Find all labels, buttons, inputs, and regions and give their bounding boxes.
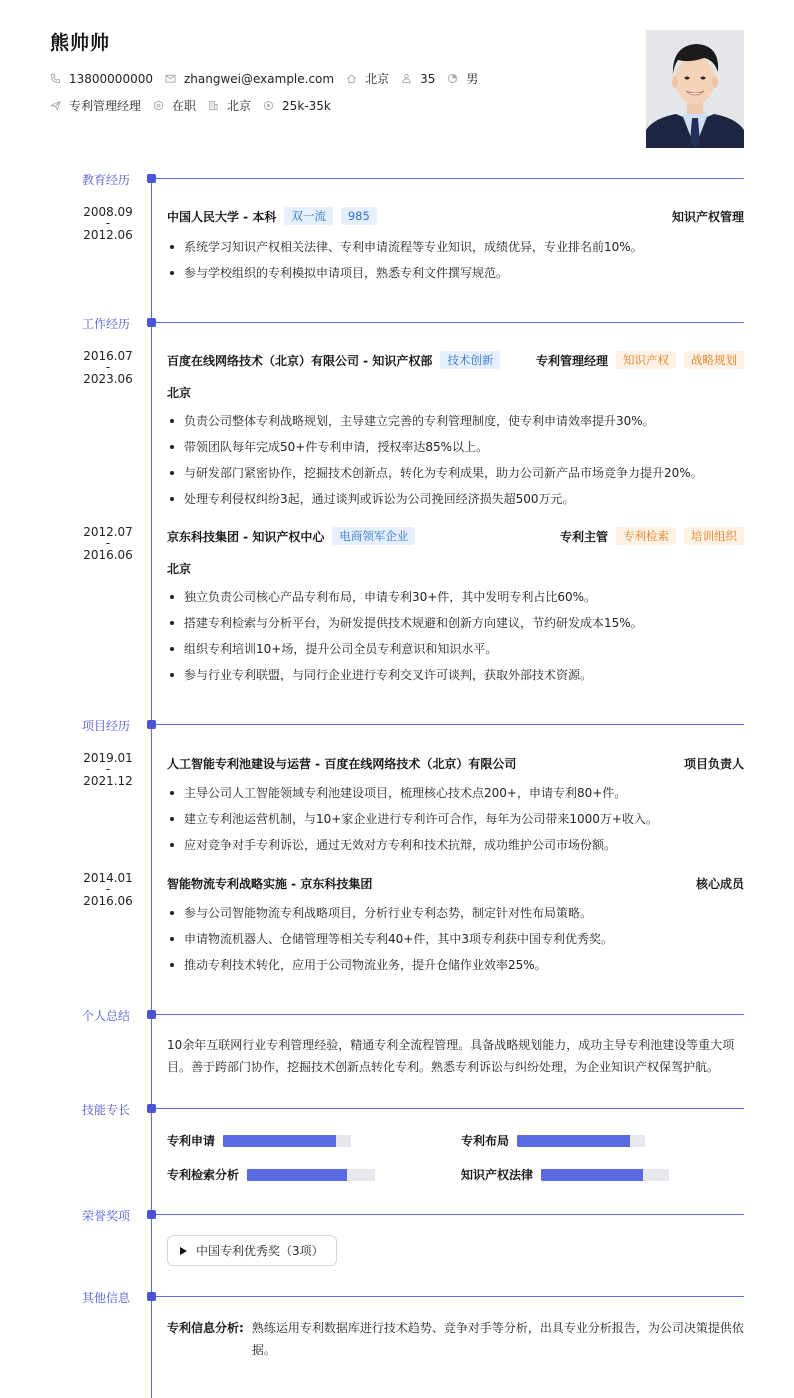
role-title: 专利管理经理	[535, 353, 608, 368]
phone-item	[50, 72, 153, 86]
location-text: 北京	[365, 72, 390, 86]
skill-name: 专利检索分析	[167, 1168, 240, 1182]
project-header	[167, 755, 744, 772]
job-target-text: 专利管理经理	[69, 99, 142, 113]
section-title-summary: 个人总结	[82, 1009, 131, 1023]
section-divider	[156, 724, 744, 725]
coin-icon	[263, 100, 274, 111]
contact-row	[50, 70, 490, 87]
company-name: 京东科技集团 - 知识产权中心	[167, 529, 325, 544]
list-item: 负责公司整体专利战略规划，主导建立完善的专利管理制度，使专利申请效率提升30%。	[167, 412, 744, 438]
summary-line: 10余年互联网行业专利管理经验，精通专利全流程管理。具备战略规划能力，成功主导专利池建设等重大项	[167, 1038, 735, 1052]
list-item: 系统学习知识产权相关法律、专利申请流程等专业知识，成绩优异，专业排名前10%。	[167, 238, 744, 264]
age-text: 35	[420, 71, 436, 86]
project-role: 项目负责人	[683, 757, 744, 771]
list-item: 与研发部门紧密协作，挖掘技术创新点，转化为专利成果，助力公司新产品市场竞争力提升20%。	[167, 464, 744, 490]
date-start: 2008.09	[83, 205, 133, 219]
work-location: 北京	[167, 562, 192, 576]
section-dot	[147, 720, 156, 729]
company-tag: 电商领军企业	[332, 527, 415, 545]
section-dot	[147, 1210, 156, 1219]
section-dot	[147, 318, 156, 327]
skill-item	[461, 1166, 669, 1183]
list-item: 独立负责公司核心产品专利布局，申请专利30+件，其中发明专利占比60%。	[167, 588, 744, 614]
section-divider	[156, 1296, 744, 1297]
education-header	[167, 207, 744, 225]
other-info	[167, 1317, 747, 1361]
candidate-name: 熊帅帅	[50, 32, 111, 54]
work-header	[167, 351, 744, 369]
skill-bar-fill	[223, 1135, 336, 1147]
role-group	[560, 527, 744, 545]
skill-bar	[223, 1135, 351, 1147]
project-header	[167, 875, 744, 892]
date-end: 2021.12	[83, 774, 133, 788]
skill-name: 知识产权法律	[461, 1168, 534, 1182]
work-bullets	[167, 588, 744, 692]
email-text: zhangwei@example.com	[183, 71, 335, 86]
email-item	[165, 72, 334, 86]
education-bullets	[167, 238, 744, 290]
mail-icon	[165, 73, 176, 84]
salary-text: 25k-35k	[282, 98, 331, 113]
other-info-value	[252, 1317, 744, 1361]
skill-bar	[517, 1135, 645, 1147]
section-divider	[156, 322, 744, 323]
date-end: 2023.06	[83, 372, 133, 386]
skill-bar	[247, 1169, 375, 1181]
education-date: 2008.09 - 2012.06	[83, 205, 133, 242]
project-title: 人工智能专利池建设与运营 - 百度在线网络技术（北京）有限公司	[167, 757, 517, 771]
status-item	[153, 97, 196, 114]
list-item: 参与行业专利联盟，与同行企业进行专利交叉许可谈判，获取外部技术资源。	[167, 666, 744, 692]
list-item: 组织专利培训10+场，提升公司全员专利意识和知识水平。	[167, 640, 744, 666]
work-bullets	[167, 412, 744, 516]
list-item: 推动专利技术转化，应用于公司物流业务，提升仓储作业效率25%。	[167, 956, 744, 982]
city-item	[208, 97, 251, 114]
list-item: 处理专利侵权纠纷3起，通过谈判或诉讼为公司挽回经济损失超500万元。	[167, 490, 744, 516]
section-divider	[156, 1014, 744, 1015]
gear-icon	[153, 100, 164, 111]
city-text: 北京	[227, 99, 252, 113]
skill-bar-fill	[517, 1135, 630, 1147]
project-date: 2014.01 - 2016.06	[83, 871, 133, 908]
date-start: 2012.07	[83, 525, 133, 539]
school-tag: 双一流	[284, 207, 333, 225]
date-end: 2016.06	[83, 894, 133, 908]
job-target-item	[50, 97, 141, 114]
list-item: 应对竞争对手专利诉讼，通过无效对方专利和技术抗辩，成功维护公司市场份额。	[167, 836, 744, 862]
profile-photo	[646, 30, 744, 148]
summary-text	[167, 1034, 747, 1078]
skill-bar	[541, 1169, 669, 1181]
phone-text: 13800000000	[69, 71, 153, 86]
skill-bar-fill	[541, 1169, 643, 1181]
company-name: 百度在线网络技术（北京）有限公司 - 知识产权部	[167, 353, 433, 368]
gender-icon	[447, 73, 458, 84]
section-dot	[147, 1010, 156, 1019]
other-info-key: 专利信息分析:	[167, 1321, 244, 1335]
salary-item	[263, 99, 331, 113]
project-title: 智能物流专利战略实施 - 京东科技集团	[167, 877, 373, 891]
other-info-line: 据。	[251, 1343, 276, 1357]
award-label: 中国专利优秀奖（3项）	[196, 1244, 324, 1258]
section-title-other: 其他信息	[82, 1291, 131, 1305]
gender-text: 男	[466, 72, 479, 86]
section-dot	[147, 1292, 156, 1301]
list-item: 主导公司人工智能领域专利池建设项目，梳理核心技术点200+，申请专利80+件。	[167, 784, 744, 810]
project-role: 核心成员	[695, 877, 744, 891]
company-tag: 技术创新	[440, 351, 500, 369]
list-item: 参与公司智能物流专利战略项目，分析行业专利态势，制定针对性布局策略。	[167, 904, 744, 930]
home-icon	[346, 73, 357, 84]
date-start: 2016.07	[83, 349, 133, 363]
date-start: 2019.01	[83, 751, 133, 765]
other-info-line: 熟练运用专利数据库进行技术趋势、竞争对手等分析，出具专业分析报告，为公司决策提供依	[251, 1321, 744, 1335]
work-header	[167, 527, 744, 545]
date-start: 2014.01	[83, 871, 133, 885]
role-tag: 专利检索	[616, 527, 676, 545]
send-icon	[50, 100, 61, 111]
school-name: 中国人民大学 - 本科	[167, 209, 277, 224]
work-date: 2012.07 - 2016.06	[83, 525, 133, 562]
location-item	[346, 70, 389, 87]
job-intent-row	[50, 97, 343, 114]
age-item	[401, 72, 435, 86]
section-title-projects: 项目经历	[82, 719, 131, 733]
section-dot	[147, 174, 156, 183]
list-item: 带领团队每年完成50+件专利申请，授权率达85%以上。	[167, 438, 744, 464]
building-icon	[208, 100, 219, 111]
skill-item	[167, 1166, 375, 1183]
person-icon	[401, 73, 412, 84]
work-date: 2016.07 - 2023.06	[83, 349, 133, 386]
skill-bar-fill	[247, 1169, 347, 1181]
major: 知识产权管理	[671, 209, 744, 224]
date-end: 2016.06	[83, 548, 133, 562]
skill-name: 专利布局	[461, 1134, 510, 1148]
section-title-skills: 技能专长	[82, 1103, 131, 1117]
play-triangle-icon	[180, 1247, 187, 1255]
list-item: 参与学校组织的专利模拟申请项目，熟悉专利文件撰写规范。	[167, 264, 744, 290]
project-bullets	[167, 904, 744, 982]
section-divider	[156, 1214, 744, 1215]
list-item: 申请物流机器人、仓储管理等相关专利40+件，其中3项专利获中国专利优秀奖。	[167, 930, 744, 956]
gender-item	[447, 70, 478, 87]
role-tag: 战略规划	[684, 351, 744, 369]
section-dot	[147, 1104, 156, 1113]
award-item[interactable]	[167, 1235, 337, 1266]
skill-name: 专利申请	[167, 1134, 216, 1148]
project-date: 2019.01 - 2021.12	[83, 751, 133, 788]
section-title-awards: 荣誉奖项	[82, 1209, 131, 1223]
school-tag: 985	[341, 207, 377, 225]
summary-line: 目。善于跨部门协作，挖掘技术创新点转化专利。熟悉专利诉讼与纠纷处理，为企业知识产权保驾护航。	[167, 1060, 720, 1074]
list-item: 搭建专利检索与分析平台，为研发提供技术规避和创新方向建议，节约研发成本15%。	[167, 614, 744, 640]
project-bullets	[167, 784, 744, 862]
section-title-education: 教育经历	[82, 173, 131, 187]
section-divider	[156, 1108, 744, 1109]
status-text: 在职	[172, 99, 197, 113]
skill-item	[167, 1132, 351, 1149]
role-group	[536, 351, 744, 369]
phone-icon	[50, 73, 61, 84]
role-tag: 培训组织	[684, 527, 744, 545]
role-title: 专利主管	[559, 529, 608, 544]
skill-item	[461, 1132, 645, 1149]
work-location: 北京	[167, 386, 192, 400]
list-item: 建立专利池运营机制，与10+家企业进行专利许可合作，每年为公司带来1000万+收入。	[167, 810, 744, 836]
section-divider	[156, 178, 744, 179]
section-title-work: 工作经历	[82, 317, 131, 331]
role-tag: 知识产权	[616, 351, 676, 369]
date-end: 2012.06	[83, 228, 133, 242]
